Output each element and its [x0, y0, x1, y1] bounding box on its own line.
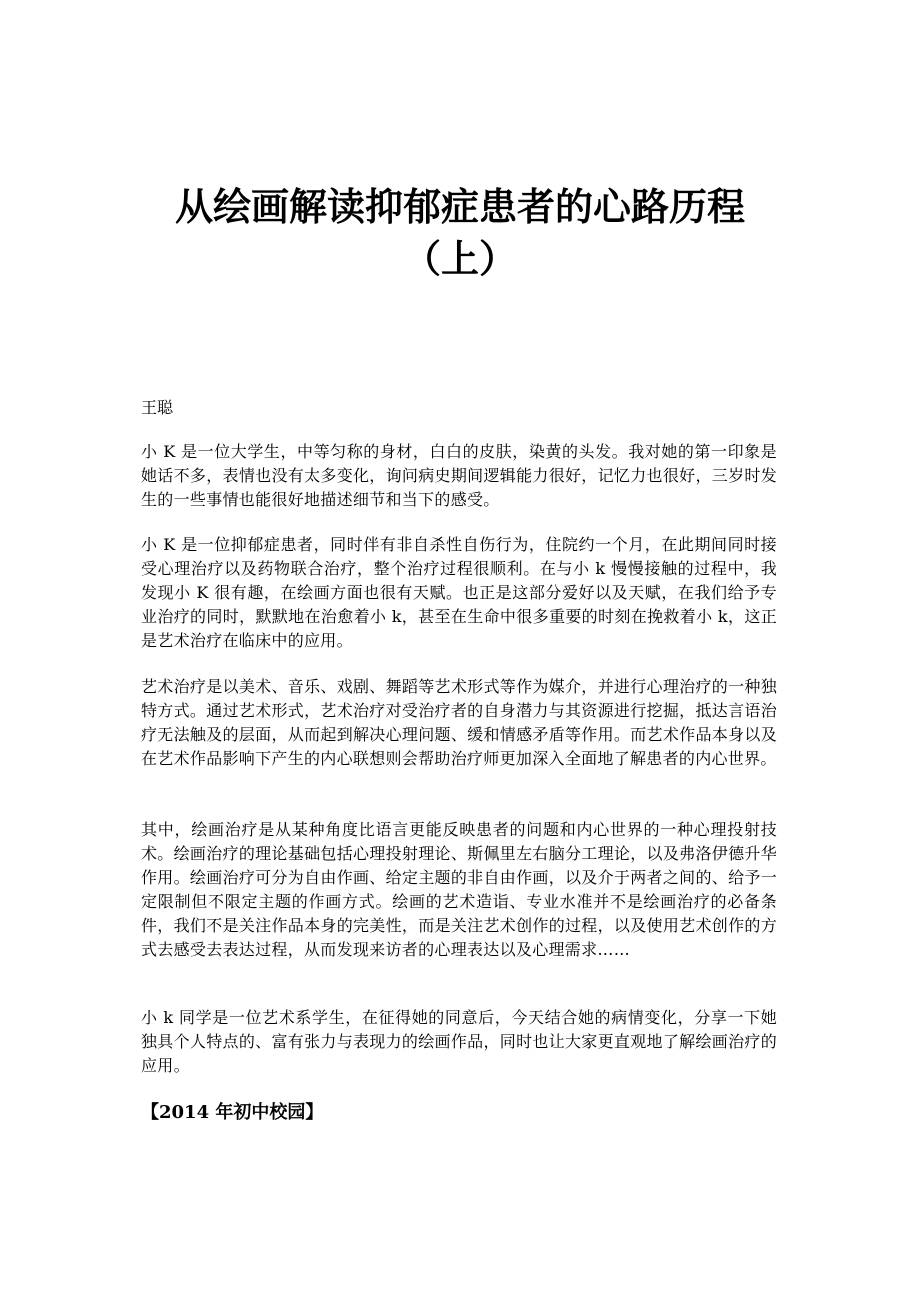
document-title: 从绘画解读抑郁症患者的心路历程 — [174, 184, 745, 229]
paragraph: 其中，绘画治疗是从某种角度比语言更能反映患者的问题和内心世界的一种心理投射技术。绘画治疗的理论基础包括心理投射理论、斯佩里左右脑分工理论，以及弗洛伊德升华作用。绘画治疗可分为自由作画、给定主题的非自由作画，以及介于两者之间的、给予一定限制但不限定主题的作画方式。绘画的艺术造诣、专业水准并不是绘画治疗的必备条件，我们不是关注作品本身的完美性，而是关注艺术创作的过程，以及使用艺术创作的方式去感受去表达过程，从而发现来访者的心理表达以及心理需求…… — [141, 820, 777, 959]
author-name: 王聪 — [141, 398, 174, 417]
paragraph: 小 K 是一位抑郁症患者，同时伴有非自杀性自伤行为，住院约一个月，在此期间同时接受心理治疗以及药物联合治疗，整个治疗过程很顺利。在与小 k 慢慢接触的过程中，我发现小 K 很有趣，在绘画方面也很有天赋。也正是这部分爱好以及天赋，在我们给予专业治疗的同时，默默地在治愈着小 k，甚至在生命中很多重要的时刻在挽救着小 k，这正是艺术治疗在临床中的应用。 — [141, 535, 777, 650]
paragraph: 小 K 是一位大学生，中等匀称的身材，白白的皮肤，染黄的头发。我对她的第一印象是她话不多，表情也没有太多变化，询问病史期间逻辑能力很好，记忆力也很好，三岁时发生的一些事情也能很好地描述细节和当下的感受。 — [141, 442, 777, 509]
paragraph: 艺术治疗是以美术、音乐、戏剧、舞蹈等艺术形式等作为媒介，并进行心理治疗的一种独特方式。通过艺术形式，艺术治疗对受治疗者的自身潜力与其资源进行挖掘，抵达言语治疗无法触及的层面，从而起到解决心理问题、缓和情感矛盾等作用。而艺术作品本身以及在艺术作品影响下产生的内心联想则会帮助治疗师更加深入全面地了解患者的内心世界。 — [141, 677, 777, 768]
section-heading: 【2014 年初中校园】 — [141, 1102, 324, 1123]
document-title-part: （上） — [402, 236, 517, 281]
paragraph: 小 k 同学是一位艺术系学生，在征得她的同意后，今天结合她的病情变化，分享一下她独具个人特点的、富有张力与表现力的绘画作品，同时也让大家更直观地了解绘画治疗的应用。 — [141, 1008, 777, 1075]
